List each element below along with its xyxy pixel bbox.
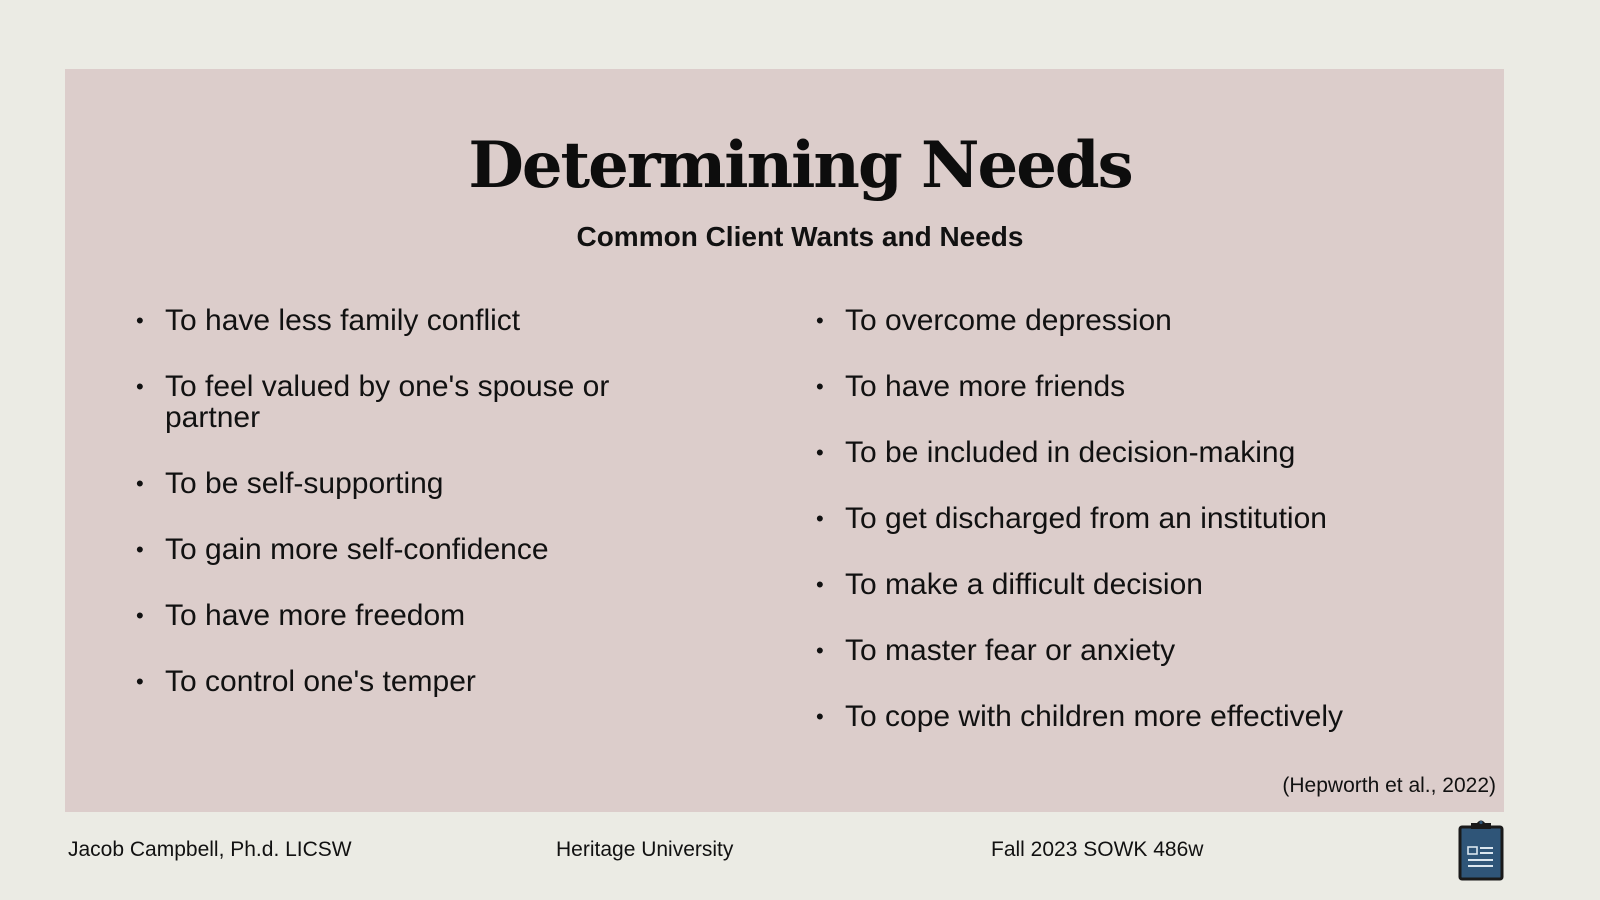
list-item [136,534,696,565]
footer-course: Fall 2023 SOWK 486w [991,838,1204,861]
bullet-icon: • [816,704,824,729]
bullet-icon: • [136,537,144,562]
list-item-text: To cope with children more effectively [845,700,1344,733]
list-item-text: To have more freedom [165,599,466,632]
bullet-icon: • [136,669,144,694]
bullet-icon: • [136,374,144,399]
list-item [816,371,1456,402]
list-item [816,503,1456,534]
list-item-text: To have less family conflict [165,304,521,337]
bullet-icon: • [816,374,824,399]
list-item-text: To master fear or anxiety [845,634,1176,667]
bullet-icon: • [136,603,144,628]
list-item-text: To overcome depression [845,304,1172,337]
right-bullet-list [816,305,1456,767]
list-item-text: To make a difficult decision [845,568,1203,601]
list-item [816,701,1456,732]
bullet-icon: • [816,638,824,663]
list-item [136,666,696,697]
clipboard-icon [1458,819,1504,881]
slide-title: Determining Needs [468,128,1132,203]
slide-subtitle: Common Client Wants and Needs [576,221,1024,252]
list-item-text: To be self-supporting [165,467,444,500]
bullet-icon: • [136,308,144,333]
citation: (Hepworth et al., 2022) [1282,774,1496,797]
bullet-icon: • [136,471,144,496]
footer-institution: Heritage University [556,838,734,861]
bullet-icon: • [816,440,824,465]
list-item [816,635,1456,666]
list-item [816,305,1456,336]
list-item [816,437,1456,468]
left-bullet-list [136,305,696,732]
list-item [816,569,1456,600]
list-item-text: To control one's temper [165,665,476,698]
list-item [136,468,696,499]
list-item-text: To feel valued by one's spouse or partner [165,370,610,434]
bullet-icon: • [816,506,824,531]
list-item [136,305,696,336]
bullet-icon: • [816,308,824,333]
list-item-text: To have more friends [845,370,1126,403]
list-item [136,600,696,631]
footer-author: Jacob Campbell, Ph.d. LICSW [68,838,352,861]
list-item-text: To gain more self-confidence [165,533,549,566]
list-item-text: To be included in decision-making [845,436,1296,469]
list-item-text: To get discharged from an institution [845,502,1327,535]
list-item [136,371,696,433]
bullet-icon: • [816,572,824,597]
